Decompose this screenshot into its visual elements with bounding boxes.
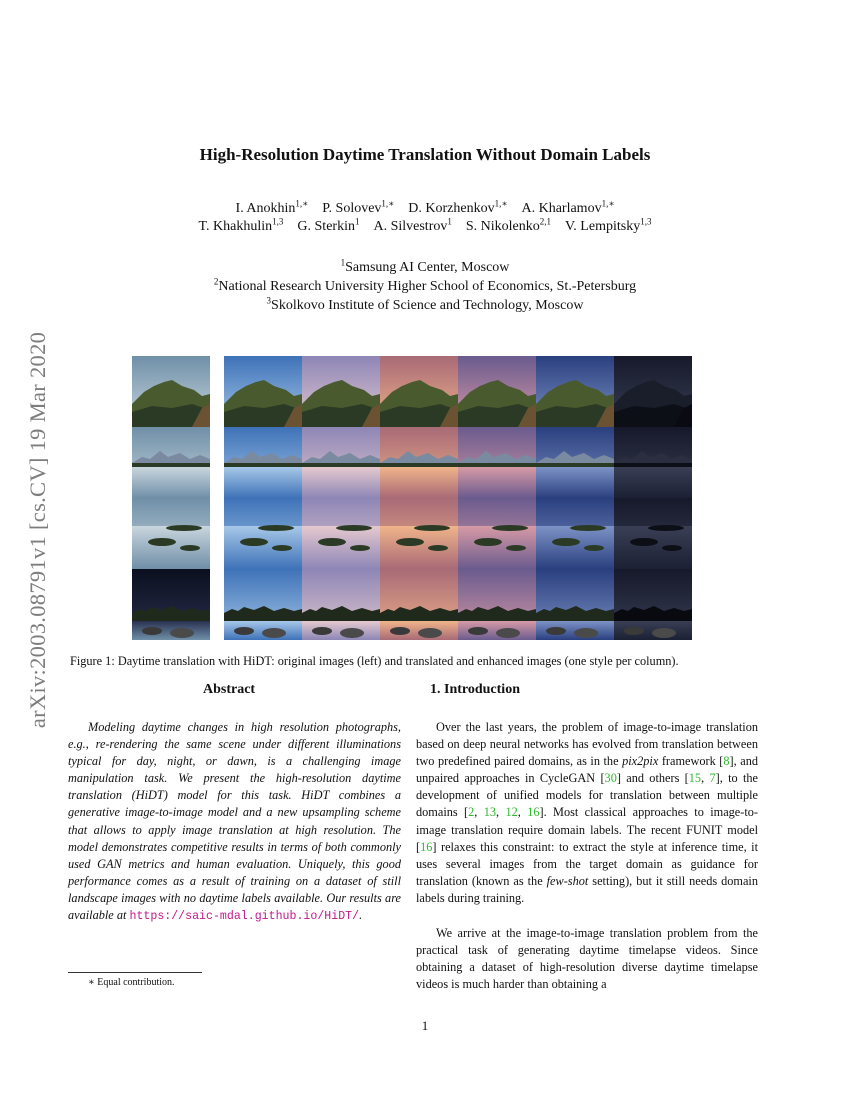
figure-thumbnail-coast-dusk-purple — [458, 498, 536, 569]
citation-link[interactable]: 7 — [709, 771, 716, 786]
figure-thumbnail-lake-sunset-pink — [380, 427, 458, 498]
figure-thumbnail-night-sky-pastel — [302, 569, 380, 640]
abstract-heading: Abstract — [203, 682, 256, 697]
author-name: S. Nikolenko$^{2,1}$ — [465, 216, 551, 234]
author-name: D. Korzhenkov$^{1,∗}$ — [408, 198, 508, 216]
figure-thumbnail-mountain-dusk-purple — [458, 356, 536, 427]
citation-link[interactable]: 2 — [468, 805, 475, 820]
affiliation-3: $^3$Skolkovo Institute of Science and Technology, Moscow — [266, 295, 584, 313]
affiliation-1: $^1$Samsung AI Center, Moscow — [340, 257, 510, 275]
citation-link[interactable]: 8 — [723, 754, 730, 769]
figure-thumbnail-coast-pastel — [302, 498, 380, 569]
citation-link[interactable]: 16 — [527, 805, 540, 820]
page-number: 1 — [421, 1018, 429, 1033]
figure-row-mountain — [132, 356, 696, 427]
intro-paragraph-2: We arrive at the image-to-image translation problem from the practical task of generating daytime timelapse videos. Since obtaining a dataset of high-resolution diverse daytime timelapse videos is much harder than obtaining a — [416, 926, 758, 992]
introduction-heading: 1. Introduction — [430, 682, 520, 697]
figure-caption: Figure 1: Daytime translation with HiDT: original images (left) and translated and enhanced images (one style per column). — [70, 654, 679, 668]
author-name: G. Sterkin$^1$ — [297, 216, 360, 234]
citation-link[interactable]: 30 — [604, 771, 617, 786]
figure-thumbnail-lake-day — [224, 427, 302, 498]
figure-thumbnail-night-sky-dusk-purple — [458, 569, 536, 640]
figure-row-night-sky — [132, 569, 696, 640]
footnote: ∗ Equal contribution. — [88, 977, 175, 988]
abstract-text: Modeling daytime changes in high resolution photographs, e.g., re-rendering the same scene under different illuminations typical for day, night, or dawn, is a challenging image manipulation task. We present the high-resolution daytime translation (HiDT) model for this task. HiDT combines a generative image-to-image model and a new upsampling scheme that allows to apply image translation at high resolution. The model demonstrates competitive results in terms of both commonly used GAN metrics and human evaluation. Uniquely, this good performance comes as a result of training on a dataset of still landscape images with no daytime labels available. Our results are available at — [68, 720, 401, 923]
citation-link[interactable]: 12 — [505, 805, 518, 820]
figure-thumbnail-mountain-original — [132, 356, 210, 427]
figure-thumbnail-lake-dusk-purple — [458, 427, 536, 498]
figure-thumbnail-coast-night — [614, 498, 692, 569]
citation-link[interactable]: 15 — [688, 771, 702, 786]
figure-thumbnail-coast-blue — [536, 498, 614, 569]
figure-row-coast — [132, 498, 696, 569]
figure-thumbnail-night-sky-original — [132, 569, 210, 640]
abstract-body: Modeling daytime changes in high resolution photographs, e.g., re-rendering the same scene under different illuminations typical for day, night, or dawn, is a challenging image manipulation task. We present the high-resolution daytime translation (HiDT) model for this task. HiDT combines a generative image-to-image model and a new upsampling scheme that allows to apply image translation at high resolution. The model demonstrates competitive results in terms of both commonly used GAN metrics and human evaluation. Uniquely, this good performance comes as a result of training on a dataset of still landscape images with no daytime labels available. Our results are available at https://saic-mdal.github.io/HiDT/. — [68, 720, 401, 924]
author-name: T. Khakhulin$^{1,3}$ — [198, 216, 284, 234]
figure-thumbnail-night-sky-blue — [536, 569, 614, 640]
figure-thumbnail-lake-original — [132, 427, 210, 498]
footnote-divider — [68, 972, 202, 973]
figure-thumbnail-mountain-blue — [536, 356, 614, 427]
figure-thumbnail-lake-blue — [536, 427, 614, 498]
intro-paragraph-1: Over the last years, the problem of image-to-image translation based on deep neural networks has evolved from translation between two predefined paired domains, as in the pix2pix framework [8], and unpaired approaches in CycleGAN [30] and others [15, 7], to the development of unified models for translation between multiple domains [2, 13, 12, 16]. Most classical approaches to image-to-image translation require domain labels. The recent FUNIT model [16] relaxes this constraint: to extract the style at inference time, it uses several images from the target domain as guidance for translation (known as the few-shot setting), but it still needs domain labels during training. — [416, 720, 759, 905]
figure-thumbnail-night-sky-sunset-pink — [380, 569, 458, 640]
arxiv-side-stamp: arXiv:2003.08791v1 [cs.CV] 19 Mar 2020 — [25, 331, 50, 729]
author-name: I. Anokhin$^{1,∗}$ — [235, 198, 309, 216]
figure-thumbnail-coast-original — [132, 498, 210, 569]
author-name: A. Silvestrov$^1$ — [373, 216, 452, 234]
author-name: V. Lempitsky$^{1,3}$ — [565, 216, 652, 234]
author-name: A. Kharlamov$^{1,∗}$ — [521, 198, 615, 216]
figure-thumbnail-mountain-pastel — [302, 356, 380, 427]
author-line-1 — [0, 198, 850, 217]
author-name: P. Solovev$^{1,∗}$ — [322, 198, 395, 216]
figure-thumbnail-lake-pastel — [302, 427, 380, 498]
figure-thumbnail-lake-night — [614, 427, 692, 498]
figure-thumbnail-night-sky-night — [614, 569, 692, 640]
citation-link[interactable]: 16 — [420, 839, 433, 854]
affiliation-2: $^2$National Research University Higher School of Economics, St.-Petersburg — [213, 276, 637, 294]
figure-thumbnail-mountain-sunset-pink — [380, 356, 458, 427]
figure-thumbnail-coast-sunset-pink — [380, 498, 458, 569]
figure-thumbnail-night-sky-day — [224, 569, 302, 640]
figure-row-lake — [132, 427, 696, 498]
figure-thumbnail-mountain-night — [614, 356, 692, 427]
figure-thumbnail-mountain-day — [224, 356, 302, 427]
project-url-link[interactable]: https://saic-mdal.github.io/HiDT/ — [129, 910, 360, 924]
figure-thumbnail-coast-day — [224, 498, 302, 569]
paper-title: High-Resolution Daytime Translation Without Domain Labels — [199, 145, 651, 164]
figure-image-grid — [132, 356, 696, 640]
author-line-2 — [0, 216, 850, 235]
citation-link[interactable]: 13 — [483, 805, 497, 820]
